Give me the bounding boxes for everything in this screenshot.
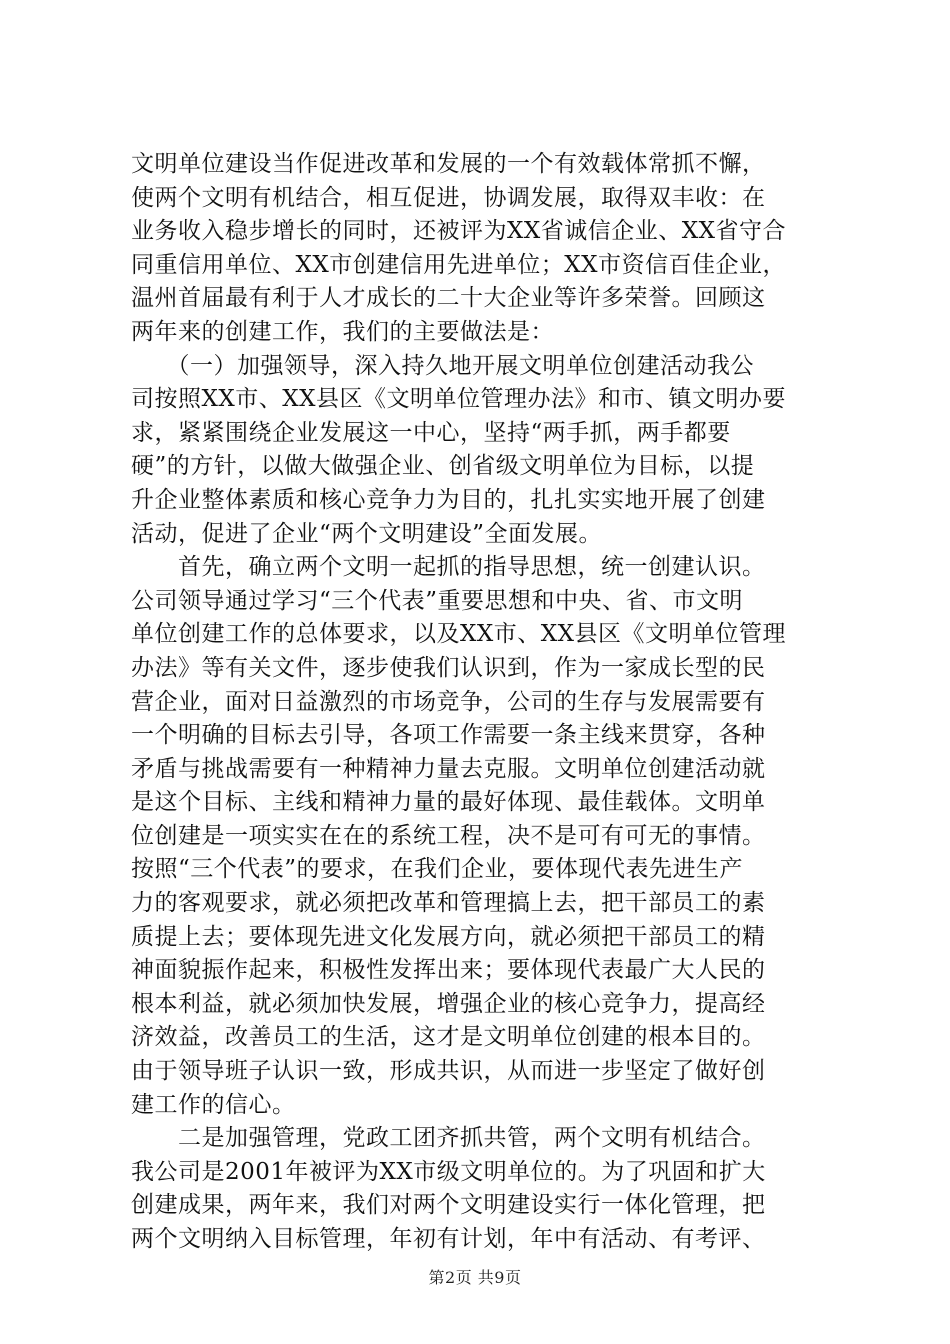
text-line: 根本利益，就必须加快发展，增强企业的核心竞争力，提高经 [131, 990, 766, 1017]
text-line: 创建成果，两年来，我们对两个文明建设实行一体化管理，把 [131, 1192, 766, 1219]
text-line: 硬”的方针，以做大做强企业、创省级文明单位为目标，以提 [131, 453, 755, 480]
text-line: 位创建是一项实实在在的系统工程，决不是可有可无的事情。 [131, 822, 766, 849]
text-line: 首先，确立两个文明一起抓的指导思想，统一创建认识。 [131, 554, 766, 581]
text-line: 单位创建工作的总体要求，以及XX市、XX县区《文明单位管理 [131, 621, 786, 648]
text-line: 我公司是2001年被评为XX市级文明单位的。为了巩固和扩大 [131, 1158, 766, 1185]
text-line: 求，紧紧围绕企业发展这一中心，坚持“两手抓，两手都要 [131, 419, 731, 446]
text-line: 业务收入稳步增长的同时，还被评为XX省诚信企业、XX省守合 [131, 218, 786, 245]
text-line: 升企业整体素质和核心竞争力为目的，扎扎实实地开展了创建 [131, 486, 766, 513]
text-line: 使两个文明有机结合，相互促进，协调发展，取得双丰收：在 [131, 184, 766, 211]
text-line: 神面貌振作起来，积极性发挥出来；要体现代表最广大人民的 [131, 957, 766, 984]
page-number-label: 第2页 共9页 [428, 1268, 522, 1287]
text-line: 同重信用单位、XX市创建信用先进单位；XX市资信百佳企业， [131, 251, 786, 278]
text-line: 温州首届最有利于人才成长的二十大企业等许多荣誉。回顾这 [131, 285, 766, 312]
text-line: 按照“三个代表”的要求，在我们企业，要体现代表先进生产 [131, 856, 744, 883]
text-line: （一）加强领导，深入持久地开展文明单位创建活动我公 [131, 352, 754, 379]
text-line: 力的客观要求，就必须把改革和管理搞上去，把干部员工的素 [131, 890, 766, 917]
text-line: 质提上去；要体现先进文化发展方向，就必须把干部员工的精 [131, 923, 766, 950]
text-line: 两年来的创建工作，我们的主要做法是： [131, 318, 554, 345]
text-line: 济效益，改善员工的生活，这才是文明单位创建的根本目的。 [131, 1024, 766, 1051]
text-line: 司按照XX市、XX县区《文明单位管理办法》和市、镇文明办要 [131, 386, 786, 413]
text-line: 活动，促进了企业“两个文明建设”全面发展。 [131, 520, 603, 547]
text-line: 建工作的信心。 [131, 1091, 296, 1118]
text-line: 是这个目标、主线和精神力量的最好体现、最佳载体。文明单 [131, 789, 766, 816]
text-line: 矛盾与挑战需要有一种精神力量去克服。文明单位创建活动就 [131, 755, 766, 782]
page-footer [0, 1265, 950, 1288]
text-line: 公司领导通过学习“三个代表”重要思想和中央、省、市文明 [131, 587, 744, 614]
text-line: 一个明确的目标去引导，各项工作需要一条主线来贯穿，各种 [131, 722, 766, 749]
text-line: 由于领导班子认识一致，形成共识，从而进一步坚定了做好创 [131, 1058, 766, 1085]
text-line: 办法》等有关文件，逐步使我们认识到，作为一家成长型的民 [131, 654, 766, 681]
body-text [131, 148, 821, 1257]
text-line: 文明单位建设当作促进改革和发展的一个有效载体常抓不懈， [131, 151, 766, 177]
text-line: 两个文明纳入目标管理，年初有计划，年中有活动、有考评、 [131, 1226, 766, 1252]
text-line: 二是加强管理，党政工团齐抓共管，两个文明有机结合。 [131, 1125, 766, 1152]
text-line: 营企业，面对日益激烈的市场竞争，公司的生存与发展需要有 [131, 688, 766, 715]
